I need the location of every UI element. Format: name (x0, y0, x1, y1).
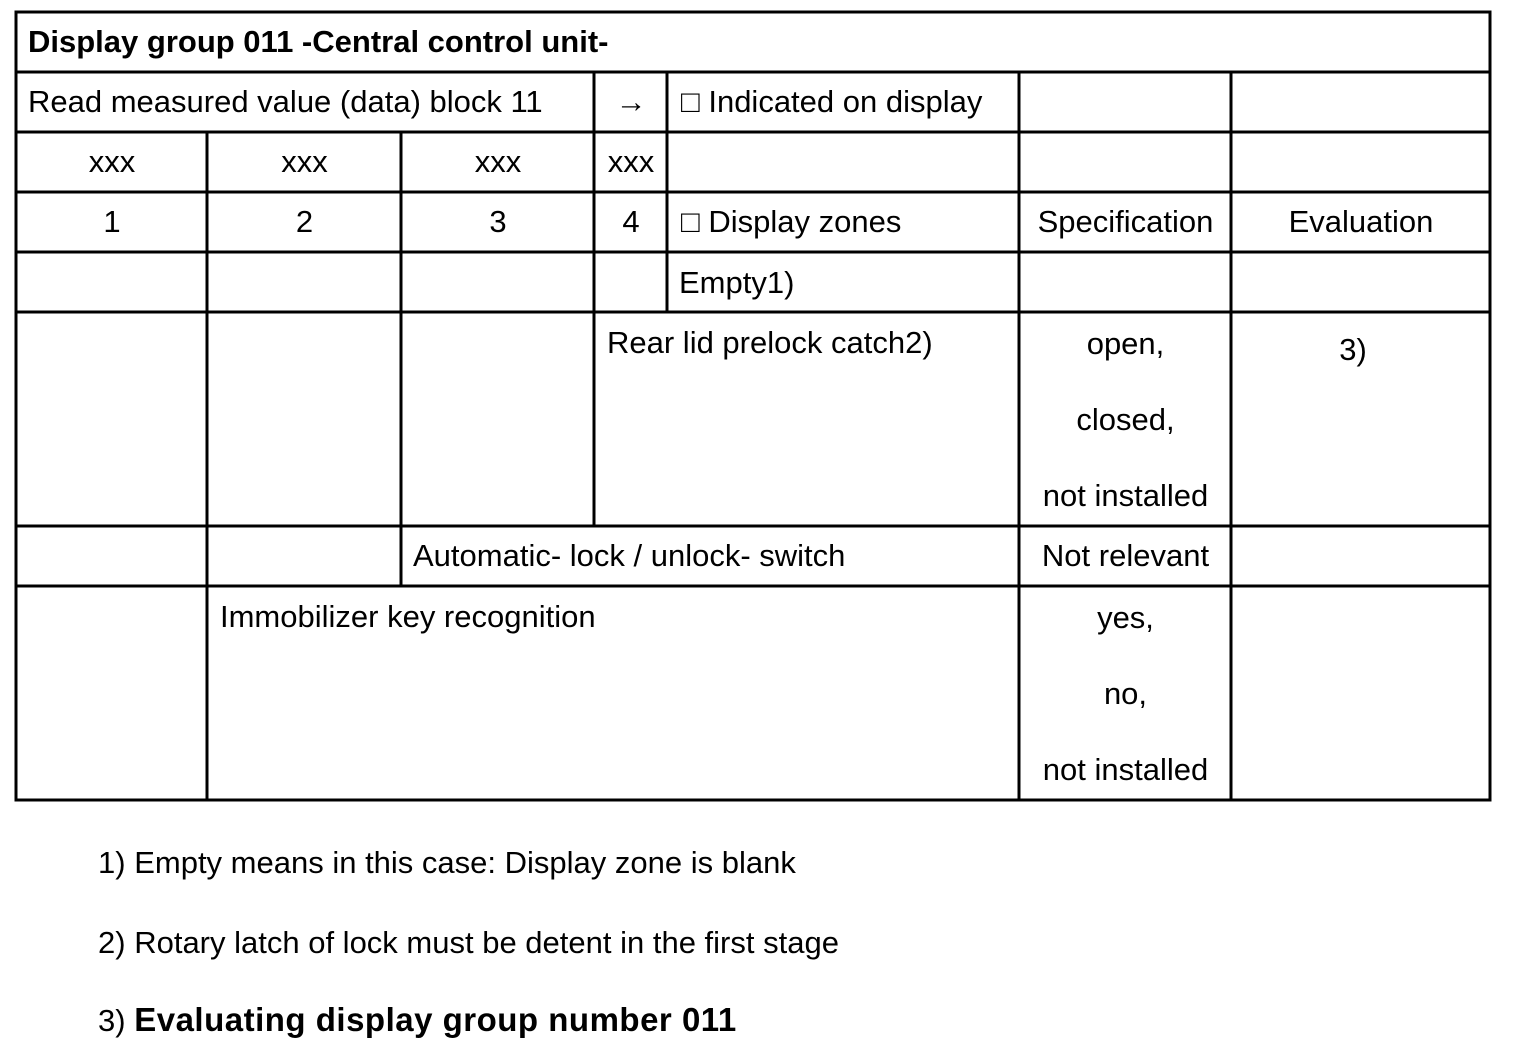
specification-header: Specification (1037, 204, 1214, 239)
rear-lid-evaluation: 3) (1339, 332, 1367, 367)
immobilizer-zone-text: Immobilizer key recognition (220, 599, 596, 634)
placeholder-zone-1: xxx (88, 144, 136, 179)
indicated-on-display-label: □ Indicated on display (681, 84, 983, 119)
footnote-2-mark: 2) (98, 925, 126, 960)
zone-number-3: 3 (489, 204, 507, 239)
footnote-3 (98, 1002, 737, 1039)
rear-lid-spec-open: open, (1086, 326, 1165, 361)
auto-lock-zone-text: Automatic- lock / unlock- switch (413, 538, 846, 573)
immobilizer-spec-no: no, (1103, 676, 1148, 711)
footnote-1-mark: 1) (98, 845, 126, 880)
placeholder-zone-2: xxx (281, 144, 328, 179)
empty-zone-text: Empty1) (679, 265, 795, 300)
rear-lid-spec-not-installed: not installed (1042, 478, 1209, 513)
footnote-3-text: Evaluating display group number 011 (134, 1001, 737, 1038)
page-title: Display group 011 -Central control unit- (28, 24, 609, 59)
immobilizer-spec-not-installed: not installed (1042, 752, 1209, 787)
rear-lid-spec-closed: closed, (1076, 402, 1175, 437)
footnote-1 (98, 845, 796, 881)
immobilizer-spec (1021, 580, 1230, 808)
zone-number-4: 4 (622, 204, 640, 239)
rear-lid-zone-text: Rear lid prelock catch2) (607, 325, 933, 360)
table-border (16, 12, 1490, 800)
placeholder-zone-3: xxx (474, 144, 522, 179)
auto-lock-spec: Not relevant (1041, 538, 1210, 573)
footnote-2-text: Rotary latch of lock must be detent in the first stage (134, 925, 839, 960)
footnote-2 (98, 925, 839, 961)
rear-lid-spec (1021, 306, 1230, 534)
footnote-1-text: Empty means in this case: Display zone is blank (134, 845, 796, 880)
immobilizer-spec-yes: yes, (1097, 600, 1154, 635)
zone-number-1: 1 (103, 204, 121, 239)
evaluation-header: Evaluation (1288, 204, 1434, 239)
arrow-icon: → (615, 84, 647, 119)
zone-number-2: 2 (295, 204, 314, 239)
placeholder-zone-4: xxx (607, 144, 655, 179)
read-block-label: Read measured value (data) block 11 (28, 84, 543, 119)
display-zones-header: □ Display zones (681, 204, 902, 239)
footnote-3-mark: 3) (98, 1003, 126, 1038)
